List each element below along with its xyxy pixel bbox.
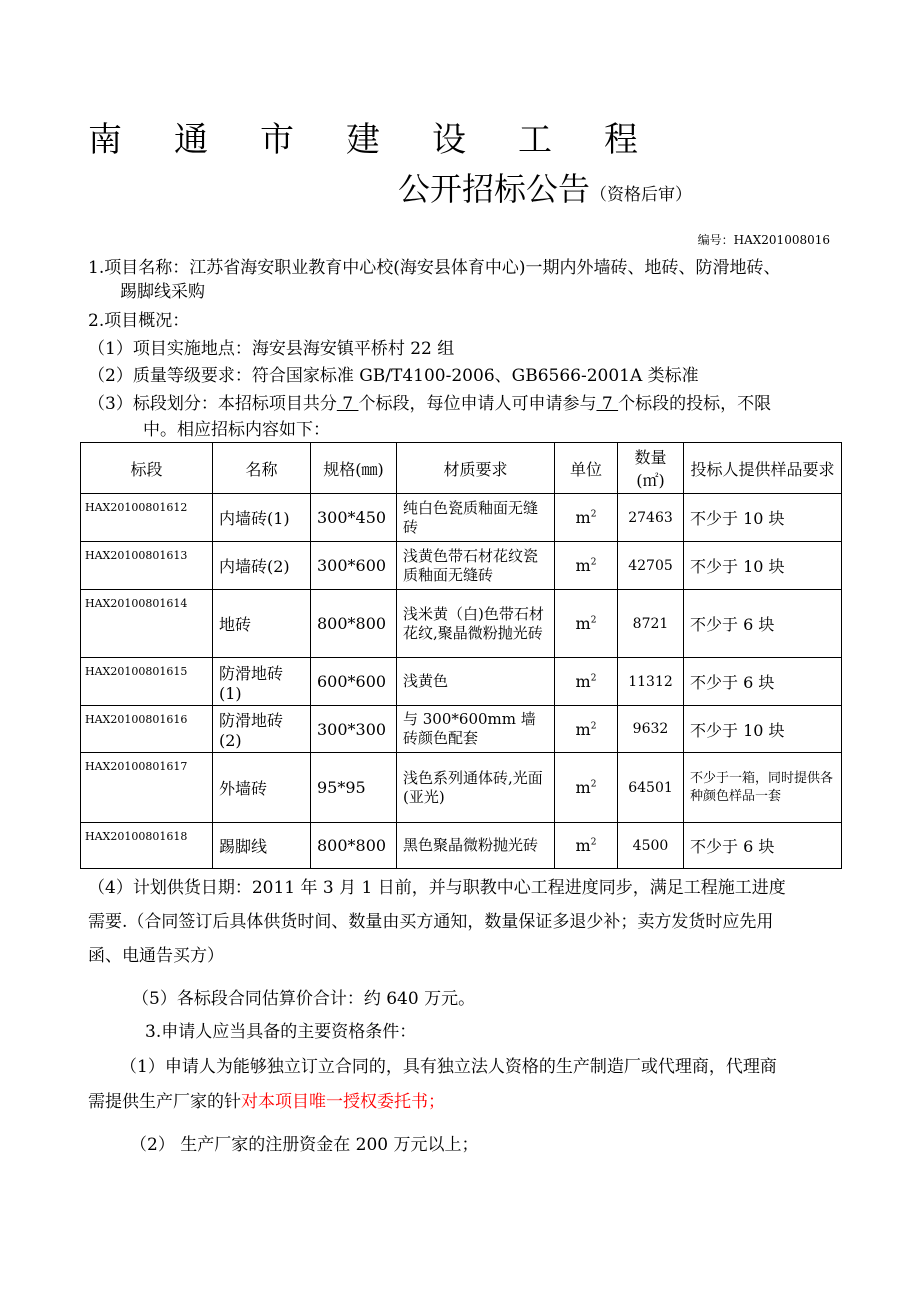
s2-heading: 2.项目概况： [88,311,190,331]
item-unit: $m^2$ [555,494,618,542]
table-row [81,542,842,590]
table-header-row [81,443,842,494]
bid-table [80,442,842,869]
item-name: 防滑地砖(2) [213,706,311,753]
header-sample: 投标人提供样品要求 [684,443,842,494]
item-spec: 300*600 [311,542,397,590]
header-lot: 标段 [81,443,213,494]
s2-item4-line1: （4）计划供货日期：2011 年 3 月 1 日前，并与职教中心工程进度同步，满足工程施工进度 [88,878,786,898]
s2-item3 [88,392,771,416]
s3-item2: （2） 生产厂家的注册资金在 200 万元以上； [130,1135,479,1155]
table-row [81,590,842,658]
item-sample: 不少于 6 块 [684,590,842,658]
table-row [81,658,842,706]
table-row [81,823,842,869]
item-qty: 9632 [618,706,684,753]
s3-item1-text: 需提供生产厂家的针 [88,1092,241,1112]
s2-item1: （1）项目实施地点：海安县海安镇平桥村 22 组 [88,339,455,359]
item-name: 踢脚线 [213,823,311,869]
item-material: 浅黄色 [397,658,555,706]
item-unit: $m^2$ [555,706,618,753]
item-qty: 42705 [618,542,684,590]
lot-limit: 7 [596,394,619,414]
item-unit: $m^2$ [555,823,618,869]
item-unit: $m^2$ [555,542,618,590]
doc-number: 编号：HAX201008016 [697,233,830,247]
header-material: 材质要求 [397,443,555,494]
header-name: 名称 [213,443,311,494]
item-name: 内墙砖(1) [213,494,311,542]
title-line1: 南通市建设工程 [88,120,690,160]
lot-code: HAX20100801616 [81,706,213,753]
table-row [81,494,842,542]
item-material: 纯白色瓷质釉面无缝砖 [397,494,555,542]
s2-item5: （5）各标段合同估算价合计：约 640 万元。 [132,989,476,1009]
s2-item3-text-a: （3）标段划分：本招标项目共分 [88,394,337,414]
highlighted-text: 对本项目唯一授权委托书； [241,1092,445,1112]
lot-code: HAX20100801612 [81,494,213,542]
item-spec: 600*600 [311,658,397,706]
item-spec: 300*450 [311,494,397,542]
s3-item1-line2 [88,1090,445,1114]
lot-code: HAX20100801618 [81,823,213,869]
item-material: 浅米黄（白)色带石材花纹,聚晶微粉抛光砖 [397,590,555,658]
s1-line2: 踢脚线采购 [120,282,205,302]
s2-item3-text-c: 个标段的投标，不限 [618,394,772,414]
item-unit: $m^2$ [555,753,618,823]
item-spec: 95*95 [311,753,397,823]
item-unit: $m^2$ [555,590,618,658]
item-sample: 不少于 6 块 [684,658,842,706]
item-qty: 11312 [618,658,684,706]
title-line2 [398,164,692,210]
title-main: 公开招标公告 [398,170,591,208]
item-material: 浅色系列通体砖,光面(亚光) [397,753,555,823]
s2-item3-text-b: 个标段，每位申请人可申请参与 [358,394,597,414]
lot-code: HAX20100801615 [81,658,213,706]
item-qty: 8721 [618,590,684,658]
item-sample: 不少于 10 块 [684,494,842,542]
item-material: 与 300*600mm 墙砖颜色配套 [397,706,555,753]
lot-count: 7 [336,394,359,414]
s3-heading: 3.申请人应当具备的主要资格条件： [145,1022,417,1042]
item-name: 外墙砖 [213,753,311,823]
header-unit: 单位 [555,443,618,494]
lot-code: HAX20100801613 [81,542,213,590]
s2-item2: （2）质量等级要求：符合国家标准 GB/T4100-2006、GB6566-2001A 类标准 [88,366,699,386]
title-suffix: （资格后审） [590,185,693,205]
item-sample: 不少于 6 块 [684,823,842,869]
lot-code: HAX20100801617 [81,753,213,823]
s2-item3-line2: 中。相应招标内容如下： [143,420,330,440]
item-sample: 不少于 10 块 [684,706,842,753]
s1-line1: 1.项目名称：江苏省海安职业教育中心校(海安县体育中心)一期内外墙砖、地砖、防滑地砖、 [88,258,781,278]
item-spec: 800*800 [311,590,397,658]
item-name: 内墙砖(2) [213,542,311,590]
header-spec: 规格(㎜) [311,443,397,494]
s2-item4-line3: 函、电通告买方） [88,946,224,966]
item-qty: 64501 [618,753,684,823]
item-sample: 不少于一箱，同时提供各种颜色样品一套 [684,753,842,823]
s3-item1-line1: （1）申请人为能够独立订立合同的，具有独立法人资格的生产制造厂或代理商，代理商 [120,1057,777,1077]
item-name: 防滑地砖(1) [213,658,311,706]
item-unit: $m^2$ [555,658,618,706]
item-qty: 4500 [618,823,684,869]
s2-item4-line2: 需要.（合同签订后具体供货时间、数量由买方通知，数量保证多退少补；卖方发货时应先用 [88,912,774,932]
item-qty: 27463 [618,494,684,542]
item-material: 黑色聚晶微粉抛光砖 [397,823,555,869]
table-row [81,753,842,823]
item-spec: 800*800 [311,823,397,869]
item-material: 浅黄色带石材花纹瓷质釉面无缝砖 [397,542,555,590]
table-row [81,706,842,753]
lot-code: HAX20100801614 [81,590,213,658]
item-sample: 不少于 10 块 [684,542,842,590]
header-qty: 数量 (㎡) [618,443,684,494]
item-name: 地砖 [213,590,311,658]
item-spec: 300*300 [311,706,397,753]
